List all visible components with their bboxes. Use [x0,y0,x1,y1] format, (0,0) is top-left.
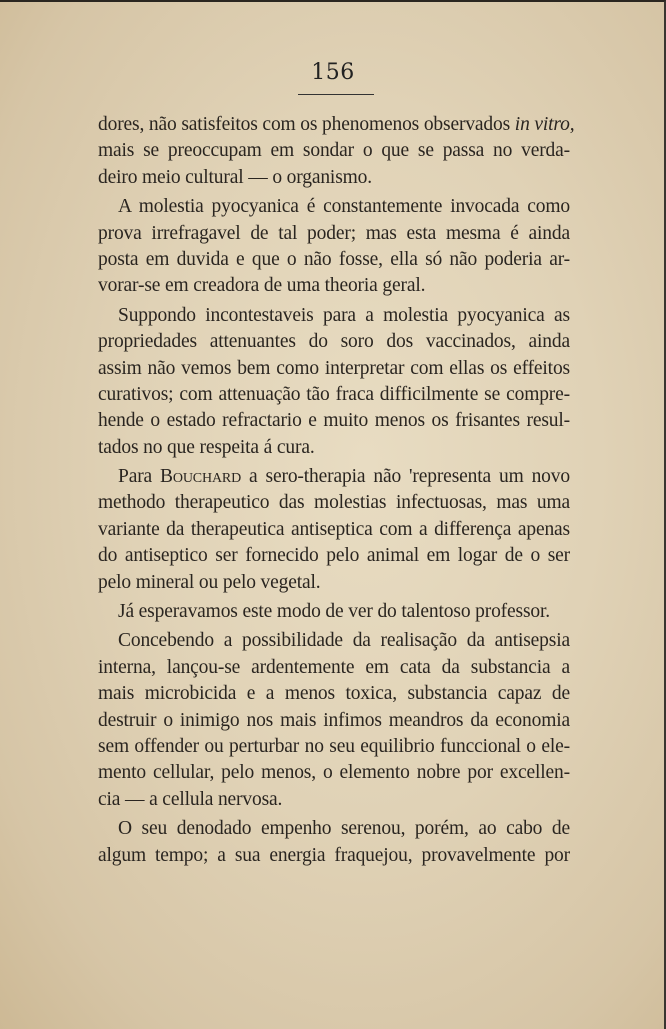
text-line: Para Bouchard a sero-therapia não 'representa um novo [118,466,570,488]
text-line: algum tempo; a sua energia fraquejou, provavelmente por [98,844,570,866]
italic-phrase: in vitro, [514,114,575,135]
text-line: tados no que respeita á cura. [98,436,315,458]
text-line: Suppondo incontestaveis para a molestia pyocyanica as [118,304,570,326]
text-line: variante da therapeutica antiseptica com a differença apenas [98,518,570,540]
text-line: vorar-se em creadora de uma theoria geral. [98,275,426,297]
text-line: destruir o inimigo nos mais infimos meandros da economia [98,709,570,731]
text-line: posta em duvida e que o não fosse, ella só não poderia ar- [98,248,570,270]
paragraph [98,464,570,596]
text-line: hende o estado refractario e muito menos os frisantes resul- [98,410,570,432]
text-line: Concebendo a possibilidade da realisação da antisepsia [118,630,570,652]
paragraph [98,112,575,191]
text-line: methodo therapeutico das molestias infectuosas, mas uma [98,492,570,514]
text-line: sem offender ou perturbar no seu equilibrio funccional o ele- [98,735,570,757]
text-line: prova irrefragavel de tal poder; mas esta mesma é ainda [98,222,570,244]
paragraph [98,303,570,461]
text-line: A molestia pyocyanica é constantemente invocada como [118,196,570,218]
paragraph [98,194,570,300]
text-line: mais se preoccupam em sondar o que se passa no verda- [98,140,570,162]
text-line: cia — a cellula nervosa. [98,788,283,810]
text-line: interna, lançou-se ardentemente em cata da substancia a [98,656,570,678]
author-name: Bouchard [160,466,242,488]
text-line: Já esperavamos este modo de ver do talentoso professor. [118,601,551,623]
header-rule [298,94,374,95]
text-line: deiro meio cultural — o organismo. [98,166,372,188]
text-line: pelo mineral ou pelo vegetal. [98,571,321,593]
page-number: 156 [311,60,355,85]
text-line: dores, não satisfeitos com os phenomenos observados in vitro, [98,114,575,135]
paragraph [98,628,570,813]
text-line: do antiseptico ser fornecido pelo animal em logar de o ser [98,545,570,567]
text-line: O seu denodado empenho serenou, porém, ao cabo de [118,818,570,840]
body-text [98,112,575,869]
text-line: curativos; com attenuação tão fraca difficilmente se compre- [98,383,570,405]
text-line: mais microbicida e a menos toxica, substancia capaz de [98,683,570,705]
text-line: mento cellular, pelo menos, o elemento nobre por excellen- [98,762,570,784]
text-line: assim não vemos bem como interpretar com ellas os effeitos [98,357,570,379]
paragraph [98,599,570,625]
paragraph [98,816,570,869]
text-line: propriedades attenuantes do soro dos vaccinados, ainda [98,331,570,353]
